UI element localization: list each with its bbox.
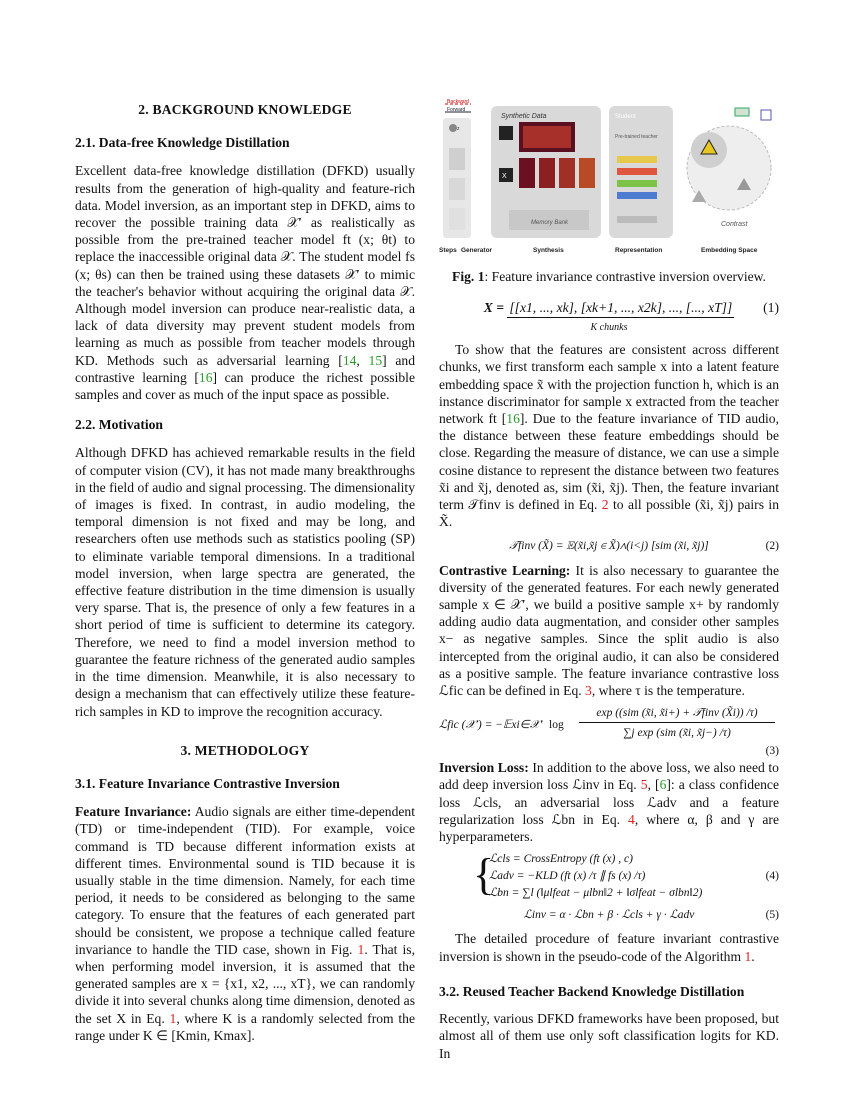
equation-3: ℒfic (𝒳′) = −𝔼xi∈𝒳′ log exp ((sim (x̃i, x̃i+) + 𝒯finv (X̃i)) /τ) ∑j exp (sim (x̃i, x̃j−) /τ) (3) [439,707,779,758]
subsection-3-1-title: 3.1. Feature Invariance Contrastive Inversion [75,775,340,791]
ref-eq-4[interactable]: 4 [628,811,635,827]
paragraph-dfkd: Excellent data-free knowledge distillation (DFKD) usually results from the generation of high-quality and feature-rich data. Model inversion, as an important step in DFKD, aims to recover the possible training data 𝒳′ as realistically as possible from the pre-trained teacher model ft (x; θt) to replace the inaccessible original data 𝒳. The student model fs (x; θs) can then be trained using these datasets 𝒳′ to mimic the teacher's behavior without acquiring the original data 𝒳. Although model inversion can produce near-realistic data, a lack of data diversity may prevent student models from learning as much as possible from teacher models through KD. Methods such as adversarial learning [14, 15] and contrastive learning [16] can produce the richest possible samples and cover as much of the input space as possible. [75,163,416,403]
svg-text:Generator: Generator [461,247,493,254]
ref-eq-1[interactable]: 1 [169,1010,177,1026]
svg-text:Forward: Forward [447,107,466,113]
contrastive-learning-label: Contrastive Learning: [439,562,571,578]
citation-16[interactable]: 16 [198,369,213,385]
paragraph-feature-invariance-detail: To show that the features are consistent across different chunks, we first transform each sample x into a latent feature embedding space x̃ with the projection function h, which is an instance discriminator for sample x extracted from the teacher network ft [16]. Due to the feature invariance of TID audio, the distance between these feature embeddings should be close. Regarding the measure of distance, we can use a simple cosine distance to represent the distance between two features x̃i and x̃j, denoted as, sim (x̃i, x̃j). Then, the feature invariant term 𝒯finv is defined in Eq. 2 to all possible (x̃i, x̃j) pairs in X̃. [439,342,779,530]
svg-text:Embedding Space: Embedding Space [701,247,758,254]
ref-fig-1[interactable]: 1 [357,941,365,957]
section-3-title: 3. METHODOLOGY [180,742,310,758]
svg-text:X: X [502,173,507,180]
svg-text:Student: Student [615,114,636,120]
paragraph-feature-invariance: Feature Invariance: Audio signals are either time-dependent (TD) or time-independent (TID). For example, voice command is TD because different information exists at different times. Environmental sound is TID because it is usually stable in the time dimension. Namely, for each time period, it needs to be considered as belonging to the same category. To ensure that the features of each generated part should be consistent, we propose a technique called feature invariance to handle the TID case, shown in Fig. 1. That is, when performing model inversion, it is assumed that the generated samples are x = {x1, x2, ..., xT}, we can randomly divide it into several chunks along time dimension, denoted as the set X in Eq. 1, where K is a randomly selected from the range under K ∈ [Kmin, Kmax]. [75,804,415,1043]
svg-text:z: z [457,126,460,132]
subsection-2-1-title: 2.1. Data-free Knowledge Distillation [75,135,290,151]
citation-14[interactable]: 14 [342,352,357,368]
ref-algorithm-1[interactable]: 1 [744,948,752,964]
svg-text:Synthesis: Synthesis [533,247,564,254]
equation-5: ℒinv = α · ℒbn + β · ℒcls + γ · ℒadv (5) [523,909,779,922]
svg-text:Backward: Backward [447,99,469,105]
citation-15[interactable]: 15 [368,352,383,368]
figure-1-diagram [439,98,779,256]
citation-6[interactable]: 6 [659,777,667,793]
figure-caption: Fig. 1: Feature invariance contrastive inversion overview. [452,269,766,284]
svg-text:Memory Bank: Memory Bank [531,220,569,226]
subsection-2-2-title: 2.2. Motivation [75,417,163,433]
inversion-loss-label: Inversion Loss: [439,760,529,776]
feature-invariance-label: Feature Invariance: [75,804,192,820]
equation-2: 𝒯finv (X̃) = 𝔼(x̃i,x̃j ∈ X̃)∧(i<j) [sim (x̃i, x̃j)] (2) [509,540,779,553]
paragraph-reused-teacher: Recently, various DFKD frameworks have been proposed, but almost all of them use only soft classification logits for KD. In [439,1011,779,1061]
section-2-title: 2. BACKGROUND KNOWLEDGE [138,102,352,117]
equation-4: { ℒcls = CrossEntropy (ft (x) , c) ℒadv = −KLD (ft (x) /τ ∥ fs (x) /τ) ℒbn = ∑l (‖μlfeat − μlbn‖2 + ‖σlfeat − σlbn‖2) (4) [473,850,779,900]
svg-text:Pre-trained teacher: Pre-trained teacher [615,134,658,140]
svg-text:Representation: Representation [615,247,663,254]
svg-text:Contrast: Contrast [721,221,748,228]
right-column [439,98,779,1062]
paragraph-motivation: Although DFKD has achieved remarkable results in the field of computer vision (CV), it has not made many breakthroughs in the field of audio and signal processing. The dimensionality of images is fixed. In contrast, in audio modeling, the temporal dimension is not fixed and may be long, and researchers often use methods such as statistics pooling (SP) to eliminate variable temporal dimensions. In a traditional model inversion, when large spectra are generated, the effective feature distribution in the time dimension is usually very sparse. That is, the presence of only a few features in a short period of time is sufficient to determine its category. Therefore, we need to find a model inversion method to guarantee the feature richness of the generated audio samples in the time dimension. Meanwhile, it is also necessary to design a mechanism that can effectively utilize these feature-rich samples in KD to improve the recognition accuracy. [75,445,415,719]
ref-eq-2[interactable]: 2 [601,497,609,513]
left-column [75,96,415,1044]
citation-16b[interactable]: 16 [506,411,520,427]
figure-1 [439,98,779,256]
paragraph-inversion-loss: Inversion Loss: In addition to the above loss, we also need to add deep inversion loss ℒinv in Eq. 5, [6]: a class confidence loss ℒcls, an adversarial loss ℒadv and a feature regularization loss ℒbn in Eq. 4, where α, β and γ are hyperparameters. [439,760,779,845]
paragraph-algorithm: The detailed procedure of feature invariant contrastive inversion is shown in the pseudo-code of the Algorithm 1. [439,931,779,964]
ref-eq-5[interactable]: 5 [640,777,648,793]
equation-1: X = [[x1, ..., xk], [xk+1, ..., x2k], ..., [..., xT]] K chunks (1) [483,300,779,334]
svg-text:Steps: Steps [439,247,457,254]
ref-eq-3[interactable]: 3 [585,683,592,699]
paragraph-contrastive-learning: Contrastive Learning: It is also necessary to guarantee the diversity of the generated features. For each newly generated sample x ∈ 𝒳′, we build a positive sample x+ by randomly adding audio data augmentation, and consider other samples x− as negative samples. Since the split audio is also intercepted from the original audio, it can also be considered as a positive sample. The feature invariance contrastive loss ℒfic can be defined in Eq. 3, where τ is the temperature. [439,562,779,699]
subsection-3-2-title: 3.2. Reused Teacher Backend Knowledge Distillation [439,983,745,999]
svg-text:Synthetic Data: Synthetic Data [501,113,547,120]
